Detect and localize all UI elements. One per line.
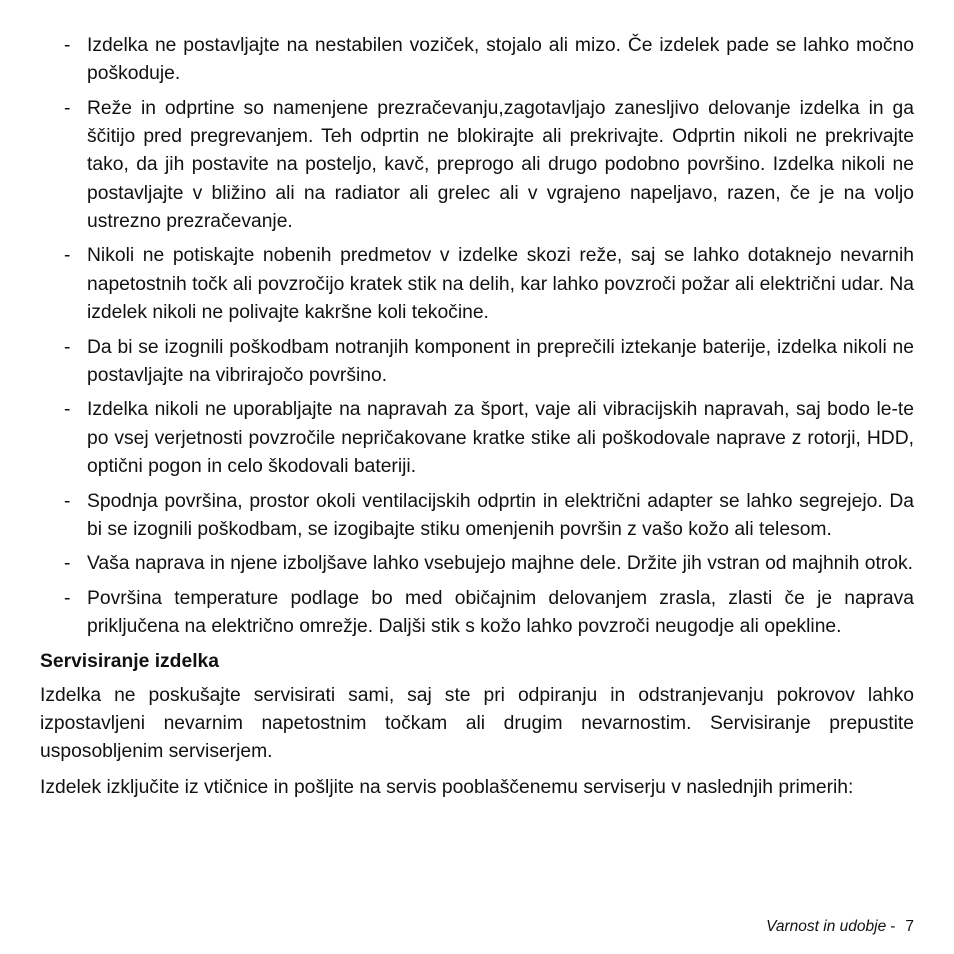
safety-bullet-list xyxy=(40,32,914,642)
bullet-text: Da bi se izognili poškodbam notranjih komponent in preprečili iztekanje baterije, izdelka nikoli ne postavljajte na vibrirajočo površino. xyxy=(87,336,914,386)
section-paragraph: Izdelek izključite iz vtičnice in pošljite na servis pooblaščenemu serviserju v naslednjih primerih: xyxy=(40,776,854,798)
bullet-item xyxy=(40,95,914,236)
bullet-item xyxy=(40,334,914,390)
bullet-text: Nikoli ne potiskajte nobenih predmetov v izdelke skozi reže, saj se lahko dotaknejo nevarnih napetostnih točk ali povzročijo kratek stik na delih, kar lahko povzroči požar ali električni udar. Na izdelek nikoli ne polivajte kakršne koli tekočine. xyxy=(87,245,914,323)
bullet-dash: - xyxy=(64,97,71,119)
page-footer xyxy=(766,917,914,937)
bullet-item xyxy=(40,585,914,641)
bullet-dash: - xyxy=(64,35,71,56)
bullet-text: Izdelka ne postavljajte na nestabilen voziček, stojalo ali mizo. Če izdelek pade se lahko močno poškoduje. xyxy=(87,35,914,85)
footer-separator: - xyxy=(890,918,896,935)
bullet-text: Izdelka nikoli ne uporabljajte na napravah za šport, vaje ali vibracijskih napravah, saj bodo le-te po vsej verjetnosti povzročile nepričakovane kratke stike ali poškodovale naprave z rotorji, HDD, optični pogon in celo škodovali bateriji. xyxy=(87,399,914,477)
bullet-text: Površina temperature podlage bo med običajnim delovanjem zrasla, zlasti če je naprava priključena na električno omrežje. Daljši stik s kožo lahko povzroči neugodje ali opekline. xyxy=(87,588,914,638)
section-paragraph: Izdelka ne poskušajte servisirati sami, saj ste pri odpiranju in odstranjevanju pokrovov lahko izpostavljeni nevarnim napetostnim točkam ali drugim nevarnostim. Servisiranje prepustite usposobljenim serviserjem. xyxy=(40,685,914,763)
bullet-text: Spodnja površina, prostor okoli ventilacijskih odprtin in električni adapter se lahko segrejejo. Da bi se izognili poškodbam, se izogibajte stiku omenjenih površin z vašo kožo ali telesom. xyxy=(87,490,914,540)
bullet-item xyxy=(40,396,914,481)
bullet-item xyxy=(40,242,914,327)
bullet-item xyxy=(40,32,914,88)
bullet-item xyxy=(40,550,914,578)
footer-title: Varnost in udobje xyxy=(766,918,887,935)
bullet-item xyxy=(40,488,914,544)
bullet-dash: - xyxy=(64,245,71,267)
bullet-dash: - xyxy=(64,490,71,512)
bullet-dash: - xyxy=(64,553,71,575)
bullet-dash: - xyxy=(64,588,71,610)
bullet-text: Reže in odprtine so namenjene prezračevanju,zagotavljajo zanesljivo delovanje izdelka in ga ščitijo pred pregrevanjem. Teh odprtin ne blokirajte ali prekrivajte. Odprtin nikoli ne prekrivajte tako, da jih postavite na posteljo, kavč, preprogo ali drugo podobno površino. Izdelka nikoli ne postavljajte v bližino ali na radiator ali grelec ali v vgrajeno napeljavo, razen, če je na voljo ustrezno prezračevanje. xyxy=(87,97,914,232)
section-heading: Servisiranje izdelka xyxy=(40,651,219,673)
bullet-dash: - xyxy=(64,336,71,358)
document-page xyxy=(40,32,914,809)
page-number: 7 xyxy=(905,918,914,935)
bullet-dash: - xyxy=(64,399,71,421)
bullet-text: Vaša naprava in njene izboljšave lahko vsebujejo majhne dele. Držite jih vstran od majhnih otrok. xyxy=(87,553,913,575)
